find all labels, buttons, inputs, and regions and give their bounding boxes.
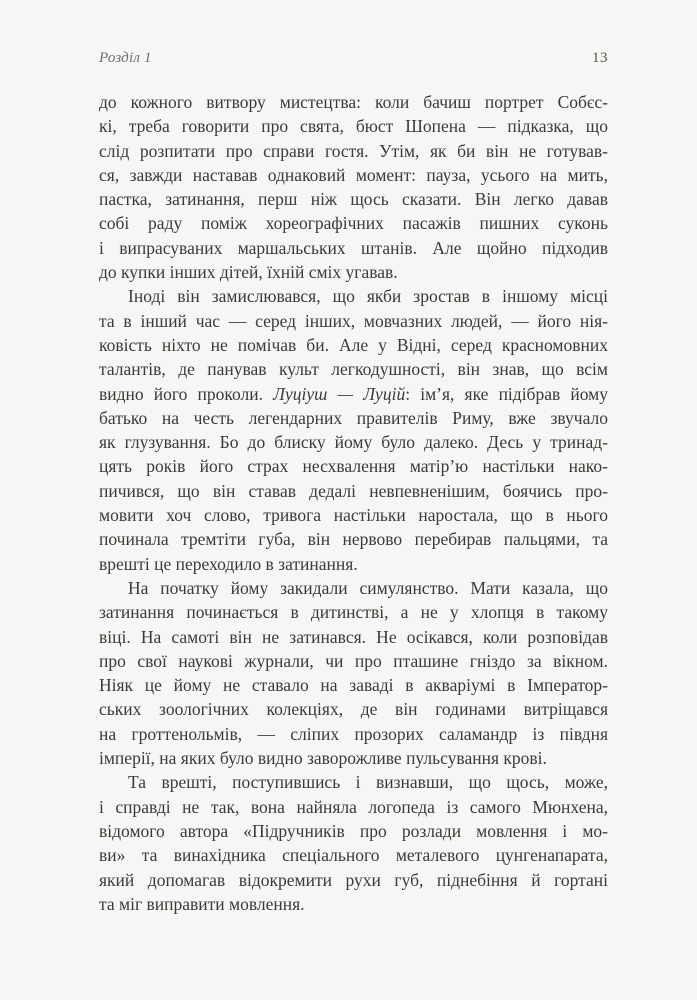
page-content — [99, 50, 608, 916]
text-line: кі, треба говорити про свята, бюст Шопена — підказка, що — [99, 116, 608, 137]
text-line: ви» та винахідника спеціального металевого цунгенапарата, — [99, 845, 608, 866]
text-line: талантів, де панував культ легкодушності, він знав, що всім — [99, 359, 608, 380]
text-line: Іноді він замислювався, що якби зростав в іншому місці — [128, 286, 608, 307]
text-line: Та врешті, поступившись і визнавши, що щось, може, — [128, 772, 608, 793]
text-line: ся, завжди наставав однаковий момент: пауза, усього на мить, — [99, 164, 608, 185]
page-number: 13 — [592, 50, 608, 66]
text-line: імперії, на яких було видно заворожливе пульсування крові. — [99, 748, 547, 769]
text-line: який допомагав відокремити рухи губ, піднебіння й гортані — [99, 869, 608, 890]
text-line: ських зоологічних колекціях, де він годинами витріщався — [99, 699, 608, 720]
text-line: Ніяк це йому не ставало на заваді в акваріумі в Імператор- — [99, 675, 608, 696]
text-line: і випрасуваних маршальських штанів. Але щойно підходив — [99, 237, 608, 258]
text-line: На початку йому закидали симулянство. Мати казала, що — [128, 577, 608, 598]
text-line: як глузування. Бо до блиску йому було далеко. Десь у тринад- — [99, 432, 608, 453]
text-line: на гроттенольмів, — сліпих прозорих саламандр із півдня — [99, 723, 608, 744]
text-line: та в інший час — серед інших, мовчазних людей, — його нія- — [99, 310, 608, 331]
paragraph — [99, 90, 608, 284]
running-head — [99, 50, 608, 67]
text-line: та міг виправити мовлення. — [99, 893, 305, 914]
text-line: пастка, затинання, перш ніж щось сказати. Він легко давав — [99, 189, 608, 210]
text-line: врешті це переходило в затинання. — [99, 553, 358, 574]
text-line: до кожного витвору мистецтва: коли бачиш портрет Собєс- — [99, 92, 608, 112]
text-line: собі раду поміж хореографічних пасажів пишних суконь — [99, 213, 608, 234]
paragraph — [99, 576, 608, 770]
text-line: затинання починається в дитинстві, а не у хлопця в такому — [99, 602, 608, 623]
text-line: віці. На самоті він не затинався. Не осікався, коли розповідав — [99, 626, 608, 647]
text-line: починала тремтіти губа, він нервово перебирав пальцями, та — [99, 529, 608, 550]
text-line: батько на честь легендарних правителів Риму, вже звучало — [99, 407, 608, 428]
text-line: і справді не так, вона найняла логопеда із самого Мюнхена, — [99, 796, 608, 817]
text-line: цять років його страх несхвалення матір’ю настільки нако- — [99, 456, 608, 477]
text-line: мовити хоч слово, тривога настільки наростала, що в нього — [99, 505, 608, 526]
text-segment: : ім’я, яке підібрав йому — [405, 383, 608, 404]
text-line: про свої наукові журнали, чи про пташине гніздо за вікном. — [99, 650, 608, 671]
text-line: ковість ніхто не помічав би. Але у Відні, серед красномовних — [99, 334, 608, 355]
body-text — [99, 90, 608, 916]
text-segment: видно його проколи. — [99, 383, 274, 404]
text-line — [99, 382, 608, 406]
text-line: слід розпитати про справи гостя. Утім, як би він не готував- — [99, 140, 608, 161]
text-line: пичився, що він ставав дедалі невпевненішим, боячись про- — [99, 480, 608, 501]
text-line: відомого автора «Підручників про розлади мовлення і мо- — [99, 820, 608, 841]
paragraph — [99, 770, 608, 916]
italic-name-segment: Луціуш — Луцій — [273, 383, 406, 404]
text-line: до купки інших дітей, їхній сміх угавав. — [99, 262, 398, 283]
paragraph — [99, 284, 608, 576]
chapter-label: Розділ 1 — [99, 50, 152, 66]
